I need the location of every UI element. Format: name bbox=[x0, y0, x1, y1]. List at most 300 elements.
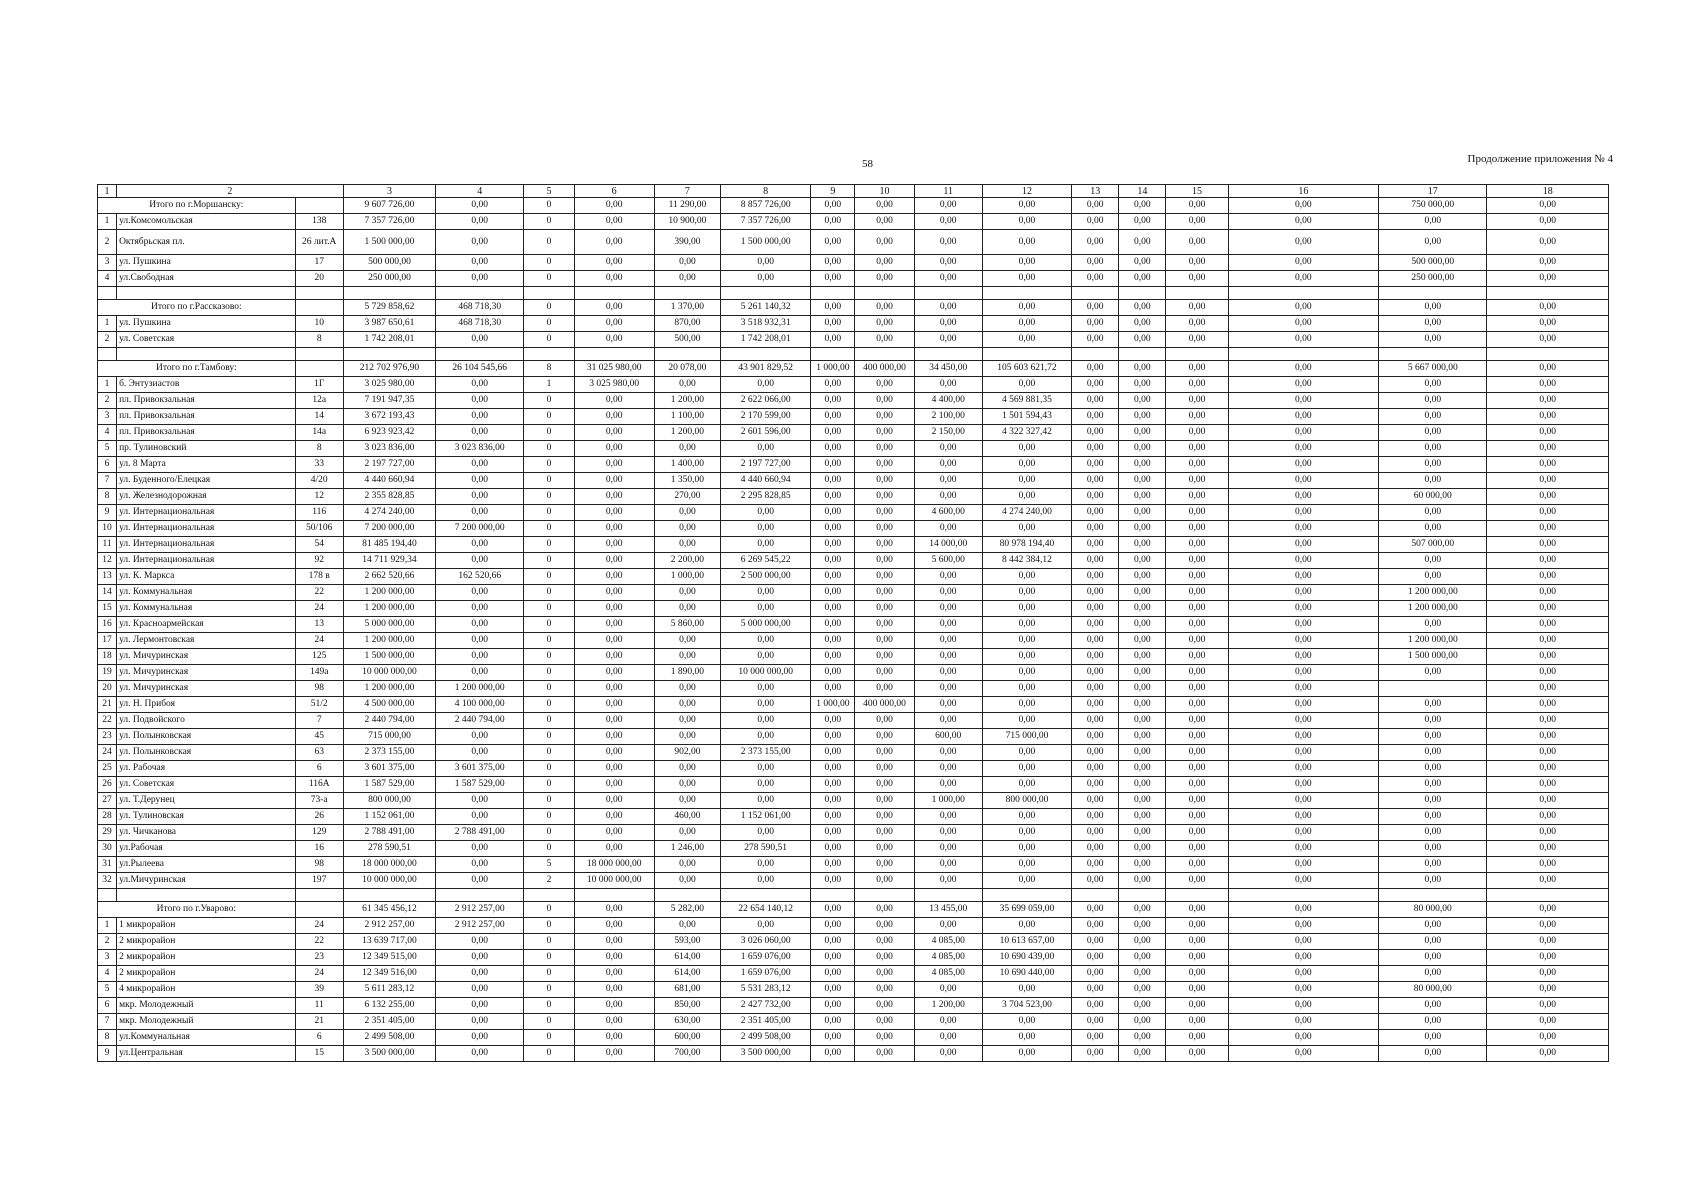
row-number: 25 bbox=[98, 761, 117, 777]
value-col-4: 0,00 bbox=[436, 982, 524, 998]
value-col-3: 14 711 929,34 bbox=[343, 553, 435, 569]
value-col-15: 0,00 bbox=[1166, 697, 1228, 713]
value-col-17: 0,00 bbox=[1379, 1030, 1487, 1046]
value-col-14: 0,00 bbox=[1119, 1046, 1166, 1062]
value-col-6: 0,00 bbox=[574, 553, 654, 569]
value-col-6: 3 025 980,00 bbox=[574, 377, 654, 393]
value-col-13: 0,00 bbox=[1072, 489, 1119, 505]
row-number: 16 bbox=[98, 617, 117, 633]
empty-cell bbox=[343, 889, 435, 902]
value-col-5: 0 bbox=[524, 521, 574, 537]
col-header-8: 8 bbox=[721, 185, 811, 198]
value-col-12: 0,00 bbox=[982, 1046, 1071, 1062]
value-col-15: 0,00 bbox=[1166, 825, 1228, 841]
value-col-14: 0,00 bbox=[1119, 825, 1166, 841]
value-col-5: 1 bbox=[524, 377, 574, 393]
value-col-11: 0,00 bbox=[914, 332, 982, 348]
value-col-4: 0,00 bbox=[436, 505, 524, 521]
value-col-6: 0,00 bbox=[574, 271, 654, 287]
value-col-5: 0 bbox=[524, 569, 574, 585]
empty-cell bbox=[1487, 348, 1609, 361]
value-col-12: 8 442 384,12 bbox=[982, 553, 1071, 569]
empty-cell bbox=[811, 348, 855, 361]
value-col-18: 0,00 bbox=[1487, 697, 1609, 713]
house-number: 116 bbox=[295, 505, 343, 521]
value-col-3: 10 000 000,00 bbox=[343, 873, 435, 889]
row-number: 11 bbox=[98, 537, 117, 553]
value-col-3: 1 200 000,00 bbox=[343, 633, 435, 649]
value-col-15: 0,00 bbox=[1166, 649, 1228, 665]
value-col-15: 0,00 bbox=[1166, 918, 1228, 934]
value-col-8: 2 622 066,00 bbox=[721, 393, 811, 409]
value-col-5: 0 bbox=[524, 825, 574, 841]
empty-cell bbox=[914, 348, 982, 361]
value-col-5: 0 bbox=[524, 316, 574, 332]
value-col-17: 1 500 000,00 bbox=[1379, 649, 1487, 665]
value-col-9: 0,00 bbox=[811, 585, 855, 601]
value-col-8: 0,00 bbox=[721, 505, 811, 521]
value-col-15: 0,00 bbox=[1166, 1014, 1228, 1030]
value-col-10: 0,00 bbox=[855, 214, 914, 230]
empty-cell bbox=[98, 889, 117, 902]
value-col-7: 270,00 bbox=[654, 489, 720, 505]
street-name: ул. Рабочая bbox=[117, 761, 296, 777]
value-col-13: 0,00 bbox=[1072, 918, 1119, 934]
empty-cell bbox=[524, 287, 574, 300]
value-col-16: 0,00 bbox=[1228, 761, 1378, 777]
value-col-11: 0,00 bbox=[914, 918, 982, 934]
row-number: 3 bbox=[98, 950, 117, 966]
total-value-col-11: 0,00 bbox=[914, 198, 982, 214]
value-col-18: 0,00 bbox=[1487, 873, 1609, 889]
value-col-15: 0,00 bbox=[1166, 377, 1228, 393]
value-col-17: 0,00 bbox=[1379, 793, 1487, 809]
col-header-9: 9 bbox=[811, 185, 855, 198]
total-value-col-10: 0,00 bbox=[855, 198, 914, 214]
house-number: 63 bbox=[295, 745, 343, 761]
total-value-col-4: 468 718,30 bbox=[436, 300, 524, 316]
house-number: 98 bbox=[295, 681, 343, 697]
value-col-17: 80 000,00 bbox=[1379, 982, 1487, 998]
table-row bbox=[98, 713, 1609, 729]
value-col-15: 0,00 bbox=[1166, 489, 1228, 505]
value-col-11: 0,00 bbox=[914, 230, 982, 255]
empty-cell bbox=[811, 889, 855, 902]
value-col-18: 0,00 bbox=[1487, 521, 1609, 537]
value-col-8: 3 518 932,31 bbox=[721, 316, 811, 332]
table-row bbox=[98, 918, 1609, 934]
value-col-14: 0,00 bbox=[1119, 441, 1166, 457]
total-row bbox=[98, 198, 1609, 214]
value-col-13: 0,00 bbox=[1072, 857, 1119, 873]
street-name: ул. Коммунальная bbox=[117, 585, 296, 601]
house-number: 24 bbox=[295, 966, 343, 982]
value-col-6: 0,00 bbox=[574, 697, 654, 713]
value-col-13: 0,00 bbox=[1072, 230, 1119, 255]
value-col-5: 0 bbox=[524, 393, 574, 409]
value-col-12: 4 322 327,42 bbox=[982, 425, 1071, 441]
house-number: 24 bbox=[295, 918, 343, 934]
value-col-3: 3 500 000,00 bbox=[343, 1046, 435, 1062]
value-col-14: 0,00 bbox=[1119, 633, 1166, 649]
value-col-16: 0,00 bbox=[1228, 1014, 1378, 1030]
value-col-3: 10 000 000,00 bbox=[343, 665, 435, 681]
empty-cell bbox=[295, 198, 343, 214]
value-col-18: 0,00 bbox=[1487, 761, 1609, 777]
col-header-16: 16 bbox=[1228, 185, 1378, 198]
value-col-6: 0,00 bbox=[574, 777, 654, 793]
value-col-10: 0,00 bbox=[855, 271, 914, 287]
value-col-17: 1 200 000,00 bbox=[1379, 601, 1487, 617]
value-col-14: 0,00 bbox=[1119, 1014, 1166, 1030]
value-col-9: 0,00 bbox=[811, 649, 855, 665]
value-col-18: 0,00 bbox=[1487, 918, 1609, 934]
value-col-8: 10 000 000,00 bbox=[721, 665, 811, 681]
total-value-col-6: 0,00 bbox=[574, 198, 654, 214]
value-col-3: 2 373 155,00 bbox=[343, 745, 435, 761]
house-number: 116А bbox=[295, 777, 343, 793]
value-col-12: 0,00 bbox=[982, 857, 1071, 873]
value-col-16: 0,00 bbox=[1228, 873, 1378, 889]
value-col-16: 0,00 bbox=[1228, 569, 1378, 585]
value-col-7: 0,00 bbox=[654, 713, 720, 729]
street-name: ул. Пушкина bbox=[117, 255, 296, 271]
row-number: 7 bbox=[98, 1014, 117, 1030]
value-col-7: 630,00 bbox=[654, 1014, 720, 1030]
value-col-4: 0,00 bbox=[436, 377, 524, 393]
value-col-16: 0,00 bbox=[1228, 521, 1378, 537]
value-col-9: 0,00 bbox=[811, 982, 855, 998]
value-col-6: 0,00 bbox=[574, 665, 654, 681]
value-col-8: 2 499 508,00 bbox=[721, 1030, 811, 1046]
value-col-11: 1 000,00 bbox=[914, 793, 982, 809]
value-col-17: 0,00 bbox=[1379, 841, 1487, 857]
value-col-5: 0 bbox=[524, 601, 574, 617]
value-col-4: 2 912 257,00 bbox=[436, 918, 524, 934]
street-name: ул. Мичуринская bbox=[117, 665, 296, 681]
value-col-8: 5 000 000,00 bbox=[721, 617, 811, 633]
value-col-12: 10 690 439,00 bbox=[982, 950, 1071, 966]
empty-cell bbox=[295, 889, 343, 902]
value-col-8: 2 197 727,00 bbox=[721, 457, 811, 473]
house-number: 39 bbox=[295, 982, 343, 998]
value-col-5: 0 bbox=[524, 809, 574, 825]
value-col-3: 250 000,00 bbox=[343, 271, 435, 287]
value-col-14: 0,00 bbox=[1119, 505, 1166, 521]
value-col-14: 0,00 bbox=[1119, 585, 1166, 601]
street-name: пл. Привокзальная bbox=[117, 393, 296, 409]
value-col-14: 0,00 bbox=[1119, 489, 1166, 505]
value-col-7: 0,00 bbox=[654, 441, 720, 457]
value-col-15: 0,00 bbox=[1166, 473, 1228, 489]
empty-cell bbox=[1228, 348, 1378, 361]
value-col-14: 0,00 bbox=[1119, 982, 1166, 998]
row-number: 23 bbox=[98, 729, 117, 745]
total-value-col-3: 9 607 726,00 bbox=[343, 198, 435, 214]
value-col-12: 0,00 bbox=[982, 649, 1071, 665]
value-col-3: 500 000,00 bbox=[343, 255, 435, 271]
value-col-5: 0 bbox=[524, 777, 574, 793]
value-col-17: 0,00 bbox=[1379, 473, 1487, 489]
total-value-col-4: 26 104 545,66 bbox=[436, 361, 524, 377]
house-number: 24 bbox=[295, 633, 343, 649]
value-col-12: 0,00 bbox=[982, 617, 1071, 633]
value-col-10: 0,00 bbox=[855, 553, 914, 569]
value-col-14: 0,00 bbox=[1119, 934, 1166, 950]
row-number: 1 bbox=[98, 316, 117, 332]
value-col-7: 614,00 bbox=[654, 950, 720, 966]
empty-cell bbox=[721, 287, 811, 300]
value-col-5: 0 bbox=[524, 918, 574, 934]
house-number: 8 bbox=[295, 332, 343, 348]
value-col-4: 0,00 bbox=[436, 633, 524, 649]
value-col-3: 5 611 283,12 bbox=[343, 982, 435, 998]
value-col-9: 0,00 bbox=[811, 665, 855, 681]
total-value-col-5: 0 bbox=[524, 902, 574, 918]
total-value-col-18: 0,00 bbox=[1487, 361, 1609, 377]
value-col-12: 4 274 240,00 bbox=[982, 505, 1071, 521]
total-value-col-12: 105 603 621,72 bbox=[982, 361, 1071, 377]
value-col-14: 0,00 bbox=[1119, 425, 1166, 441]
value-col-3: 7 191 947,35 bbox=[343, 393, 435, 409]
value-col-18: 0,00 bbox=[1487, 569, 1609, 585]
value-col-8: 7 357 726,00 bbox=[721, 214, 811, 230]
value-col-4: 0,00 bbox=[436, 966, 524, 982]
value-col-4: 0,00 bbox=[436, 649, 524, 665]
value-col-17: 0,00 bbox=[1379, 809, 1487, 825]
value-col-7: 1 400,00 bbox=[654, 457, 720, 473]
table-row bbox=[98, 745, 1609, 761]
street-name: ул.Комсомольская bbox=[117, 214, 296, 230]
value-col-9: 0,00 bbox=[811, 761, 855, 777]
value-col-12: 0,00 bbox=[982, 1014, 1071, 1030]
value-col-3: 2 499 508,00 bbox=[343, 1030, 435, 1046]
total-value-col-8: 43 901 829,52 bbox=[721, 361, 811, 377]
value-col-4: 4 100 000,00 bbox=[436, 697, 524, 713]
value-col-13: 0,00 bbox=[1072, 633, 1119, 649]
value-col-8: 0,00 bbox=[721, 377, 811, 393]
value-col-11: 2 150,00 bbox=[914, 425, 982, 441]
value-col-18: 0,00 bbox=[1487, 793, 1609, 809]
empty-cell bbox=[914, 889, 982, 902]
value-col-6: 0,00 bbox=[574, 473, 654, 489]
value-col-5: 0 bbox=[524, 761, 574, 777]
value-col-5: 0 bbox=[524, 441, 574, 457]
row-number: 8 bbox=[98, 489, 117, 505]
house-number: 4/20 bbox=[295, 473, 343, 489]
value-col-17: 0,00 bbox=[1379, 966, 1487, 982]
value-col-18: 0,00 bbox=[1487, 998, 1609, 1014]
house-number: 10 bbox=[295, 316, 343, 332]
value-col-9: 0,00 bbox=[811, 601, 855, 617]
value-col-12: 1 501 594,43 bbox=[982, 409, 1071, 425]
value-col-5: 0 bbox=[524, 1046, 574, 1062]
value-col-16: 0,00 bbox=[1228, 214, 1378, 230]
total-value-col-10: 0,00 bbox=[855, 300, 914, 316]
value-col-7: 2 200,00 bbox=[654, 553, 720, 569]
value-col-15: 0,00 bbox=[1166, 982, 1228, 998]
value-col-16: 0,00 bbox=[1228, 825, 1378, 841]
value-col-10: 0,00 bbox=[855, 255, 914, 271]
street-name: ул. Советская bbox=[117, 777, 296, 793]
empty-cell bbox=[721, 348, 811, 361]
value-col-16: 0,00 bbox=[1228, 1030, 1378, 1046]
col-header-3: 3 bbox=[343, 185, 435, 198]
value-col-18: 0,00 bbox=[1487, 214, 1609, 230]
value-col-18: 0,00 bbox=[1487, 857, 1609, 873]
value-col-8: 1 659 076,00 bbox=[721, 950, 811, 966]
value-col-11: 0,00 bbox=[914, 255, 982, 271]
table-row bbox=[98, 332, 1609, 348]
value-col-11: 0,00 bbox=[914, 665, 982, 681]
value-col-14: 0,00 bbox=[1119, 809, 1166, 825]
value-col-14: 0,00 bbox=[1119, 521, 1166, 537]
total-value-col-3: 5 729 858,62 bbox=[343, 300, 435, 316]
value-col-15: 0,00 bbox=[1166, 601, 1228, 617]
value-col-16: 0,00 bbox=[1228, 777, 1378, 793]
table-row bbox=[98, 377, 1609, 393]
total-value-col-15: 0,00 bbox=[1166, 198, 1228, 214]
value-col-5: 0 bbox=[524, 553, 574, 569]
table-row bbox=[98, 214, 1609, 230]
value-col-15: 0,00 bbox=[1166, 271, 1228, 287]
house-number: 125 bbox=[295, 649, 343, 665]
total-value-col-12: 35 699 059,00 bbox=[982, 902, 1071, 918]
value-col-12: 0,00 bbox=[982, 271, 1071, 287]
empty-cell bbox=[343, 287, 435, 300]
total-value-col-13: 0,00 bbox=[1072, 902, 1119, 918]
value-col-11: 0,00 bbox=[914, 316, 982, 332]
street-name: мкр. Молодежный bbox=[117, 1014, 296, 1030]
table-row bbox=[98, 441, 1609, 457]
value-col-4: 0,00 bbox=[436, 409, 524, 425]
value-col-15: 0,00 bbox=[1166, 316, 1228, 332]
value-col-10: 0,00 bbox=[855, 649, 914, 665]
value-col-10: 0,00 bbox=[855, 729, 914, 745]
value-col-17: 507 000,00 bbox=[1379, 537, 1487, 553]
value-col-18: 0,00 bbox=[1487, 473, 1609, 489]
value-col-12: 10 613 657,00 bbox=[982, 934, 1071, 950]
house-number: 26 лит.А bbox=[295, 230, 343, 255]
value-col-16: 0,00 bbox=[1228, 553, 1378, 569]
value-col-10: 0,00 bbox=[855, 918, 914, 934]
value-col-9: 0,00 bbox=[811, 316, 855, 332]
total-value-col-7: 1 370,00 bbox=[654, 300, 720, 316]
value-col-5: 0 bbox=[524, 966, 574, 982]
house-number: 129 bbox=[295, 825, 343, 841]
value-col-5: 0 bbox=[524, 457, 574, 473]
empty-cell bbox=[982, 889, 1071, 902]
total-value-col-16: 0,00 bbox=[1228, 198, 1378, 214]
value-col-15: 0,00 bbox=[1166, 393, 1228, 409]
empty-cell bbox=[524, 348, 574, 361]
total-label: Итого по г.Моршанску: bbox=[98, 198, 296, 214]
value-col-18: 0,00 bbox=[1487, 393, 1609, 409]
value-col-6: 0,00 bbox=[574, 585, 654, 601]
house-number: 12 bbox=[295, 489, 343, 505]
value-col-4: 1 587 529,00 bbox=[436, 777, 524, 793]
table-row bbox=[98, 633, 1609, 649]
value-col-9: 0,00 bbox=[811, 966, 855, 982]
table-row bbox=[98, 777, 1609, 793]
street-name: ул.Мичуринская bbox=[117, 873, 296, 889]
value-col-11: 0,00 bbox=[914, 649, 982, 665]
value-col-3: 4 274 240,00 bbox=[343, 505, 435, 521]
value-col-12: 0,00 bbox=[982, 1030, 1071, 1046]
value-col-5: 0 bbox=[524, 214, 574, 230]
value-col-7: 0,00 bbox=[654, 761, 720, 777]
value-col-17: 0,00 bbox=[1379, 332, 1487, 348]
value-col-9: 0,00 bbox=[811, 537, 855, 553]
street-name: ул. Коммунальная bbox=[117, 601, 296, 617]
value-col-18: 0,00 bbox=[1487, 777, 1609, 793]
house-number: 8 bbox=[295, 441, 343, 457]
value-col-3: 3 601 375,00 bbox=[343, 761, 435, 777]
value-col-3: 3 987 650,61 bbox=[343, 316, 435, 332]
value-col-3: 3 672 193,43 bbox=[343, 409, 435, 425]
value-col-8: 0,00 bbox=[721, 857, 811, 873]
value-col-3: 1 200 000,00 bbox=[343, 681, 435, 697]
value-col-3: 2 351 405,00 bbox=[343, 1014, 435, 1030]
value-col-6: 0,00 bbox=[574, 1014, 654, 1030]
value-col-7: 600,00 bbox=[654, 1030, 720, 1046]
empty-cell bbox=[1379, 889, 1487, 902]
value-col-4: 0,00 bbox=[436, 745, 524, 761]
row-number: 7 bbox=[98, 473, 117, 489]
value-col-11: 0,00 bbox=[914, 1046, 982, 1062]
value-col-14: 0,00 bbox=[1119, 697, 1166, 713]
value-col-15: 0,00 bbox=[1166, 777, 1228, 793]
value-col-6: 0,00 bbox=[574, 841, 654, 857]
value-col-14: 0,00 bbox=[1119, 745, 1166, 761]
empty-cell bbox=[295, 300, 343, 316]
empty-cell bbox=[1119, 287, 1166, 300]
street-name: ул. 8 Марта bbox=[117, 457, 296, 473]
total-value-col-18: 0,00 bbox=[1487, 198, 1609, 214]
value-col-11: 4 400,00 bbox=[914, 393, 982, 409]
value-col-14: 0,00 bbox=[1119, 569, 1166, 585]
empty-cell bbox=[295, 287, 343, 300]
value-col-17: 0,00 bbox=[1379, 873, 1487, 889]
value-col-16: 0,00 bbox=[1228, 950, 1378, 966]
value-col-16: 0,00 bbox=[1228, 918, 1378, 934]
value-col-17: 0,00 bbox=[1379, 617, 1487, 633]
empty-cell bbox=[343, 348, 435, 361]
value-col-10: 0,00 bbox=[855, 332, 914, 348]
value-col-14: 0,00 bbox=[1119, 393, 1166, 409]
value-col-6: 0,00 bbox=[574, 966, 654, 982]
value-col-3: 1 152 061,00 bbox=[343, 809, 435, 825]
value-col-4: 0,00 bbox=[436, 332, 524, 348]
value-col-6: 0,00 bbox=[574, 1046, 654, 1062]
total-value-col-4: 2 912 257,00 bbox=[436, 902, 524, 918]
value-col-3: 13 639 717,00 bbox=[343, 934, 435, 950]
empty-cell bbox=[524, 889, 574, 902]
value-col-6: 0,00 bbox=[574, 569, 654, 585]
value-col-9: 0,00 bbox=[811, 425, 855, 441]
value-col-8: 2 373 155,00 bbox=[721, 745, 811, 761]
value-col-16: 0,00 bbox=[1228, 681, 1378, 697]
value-col-16: 0,00 bbox=[1228, 316, 1378, 332]
value-col-12: 80 978 194,40 bbox=[982, 537, 1071, 553]
empty-cell bbox=[721, 889, 811, 902]
value-col-16: 0,00 bbox=[1228, 982, 1378, 998]
empty-cell bbox=[1487, 287, 1609, 300]
value-col-13: 0,00 bbox=[1072, 332, 1119, 348]
value-col-3: 2 197 727,00 bbox=[343, 457, 435, 473]
value-col-6: 0,00 bbox=[574, 489, 654, 505]
total-value-col-7: 11 290,00 bbox=[654, 198, 720, 214]
